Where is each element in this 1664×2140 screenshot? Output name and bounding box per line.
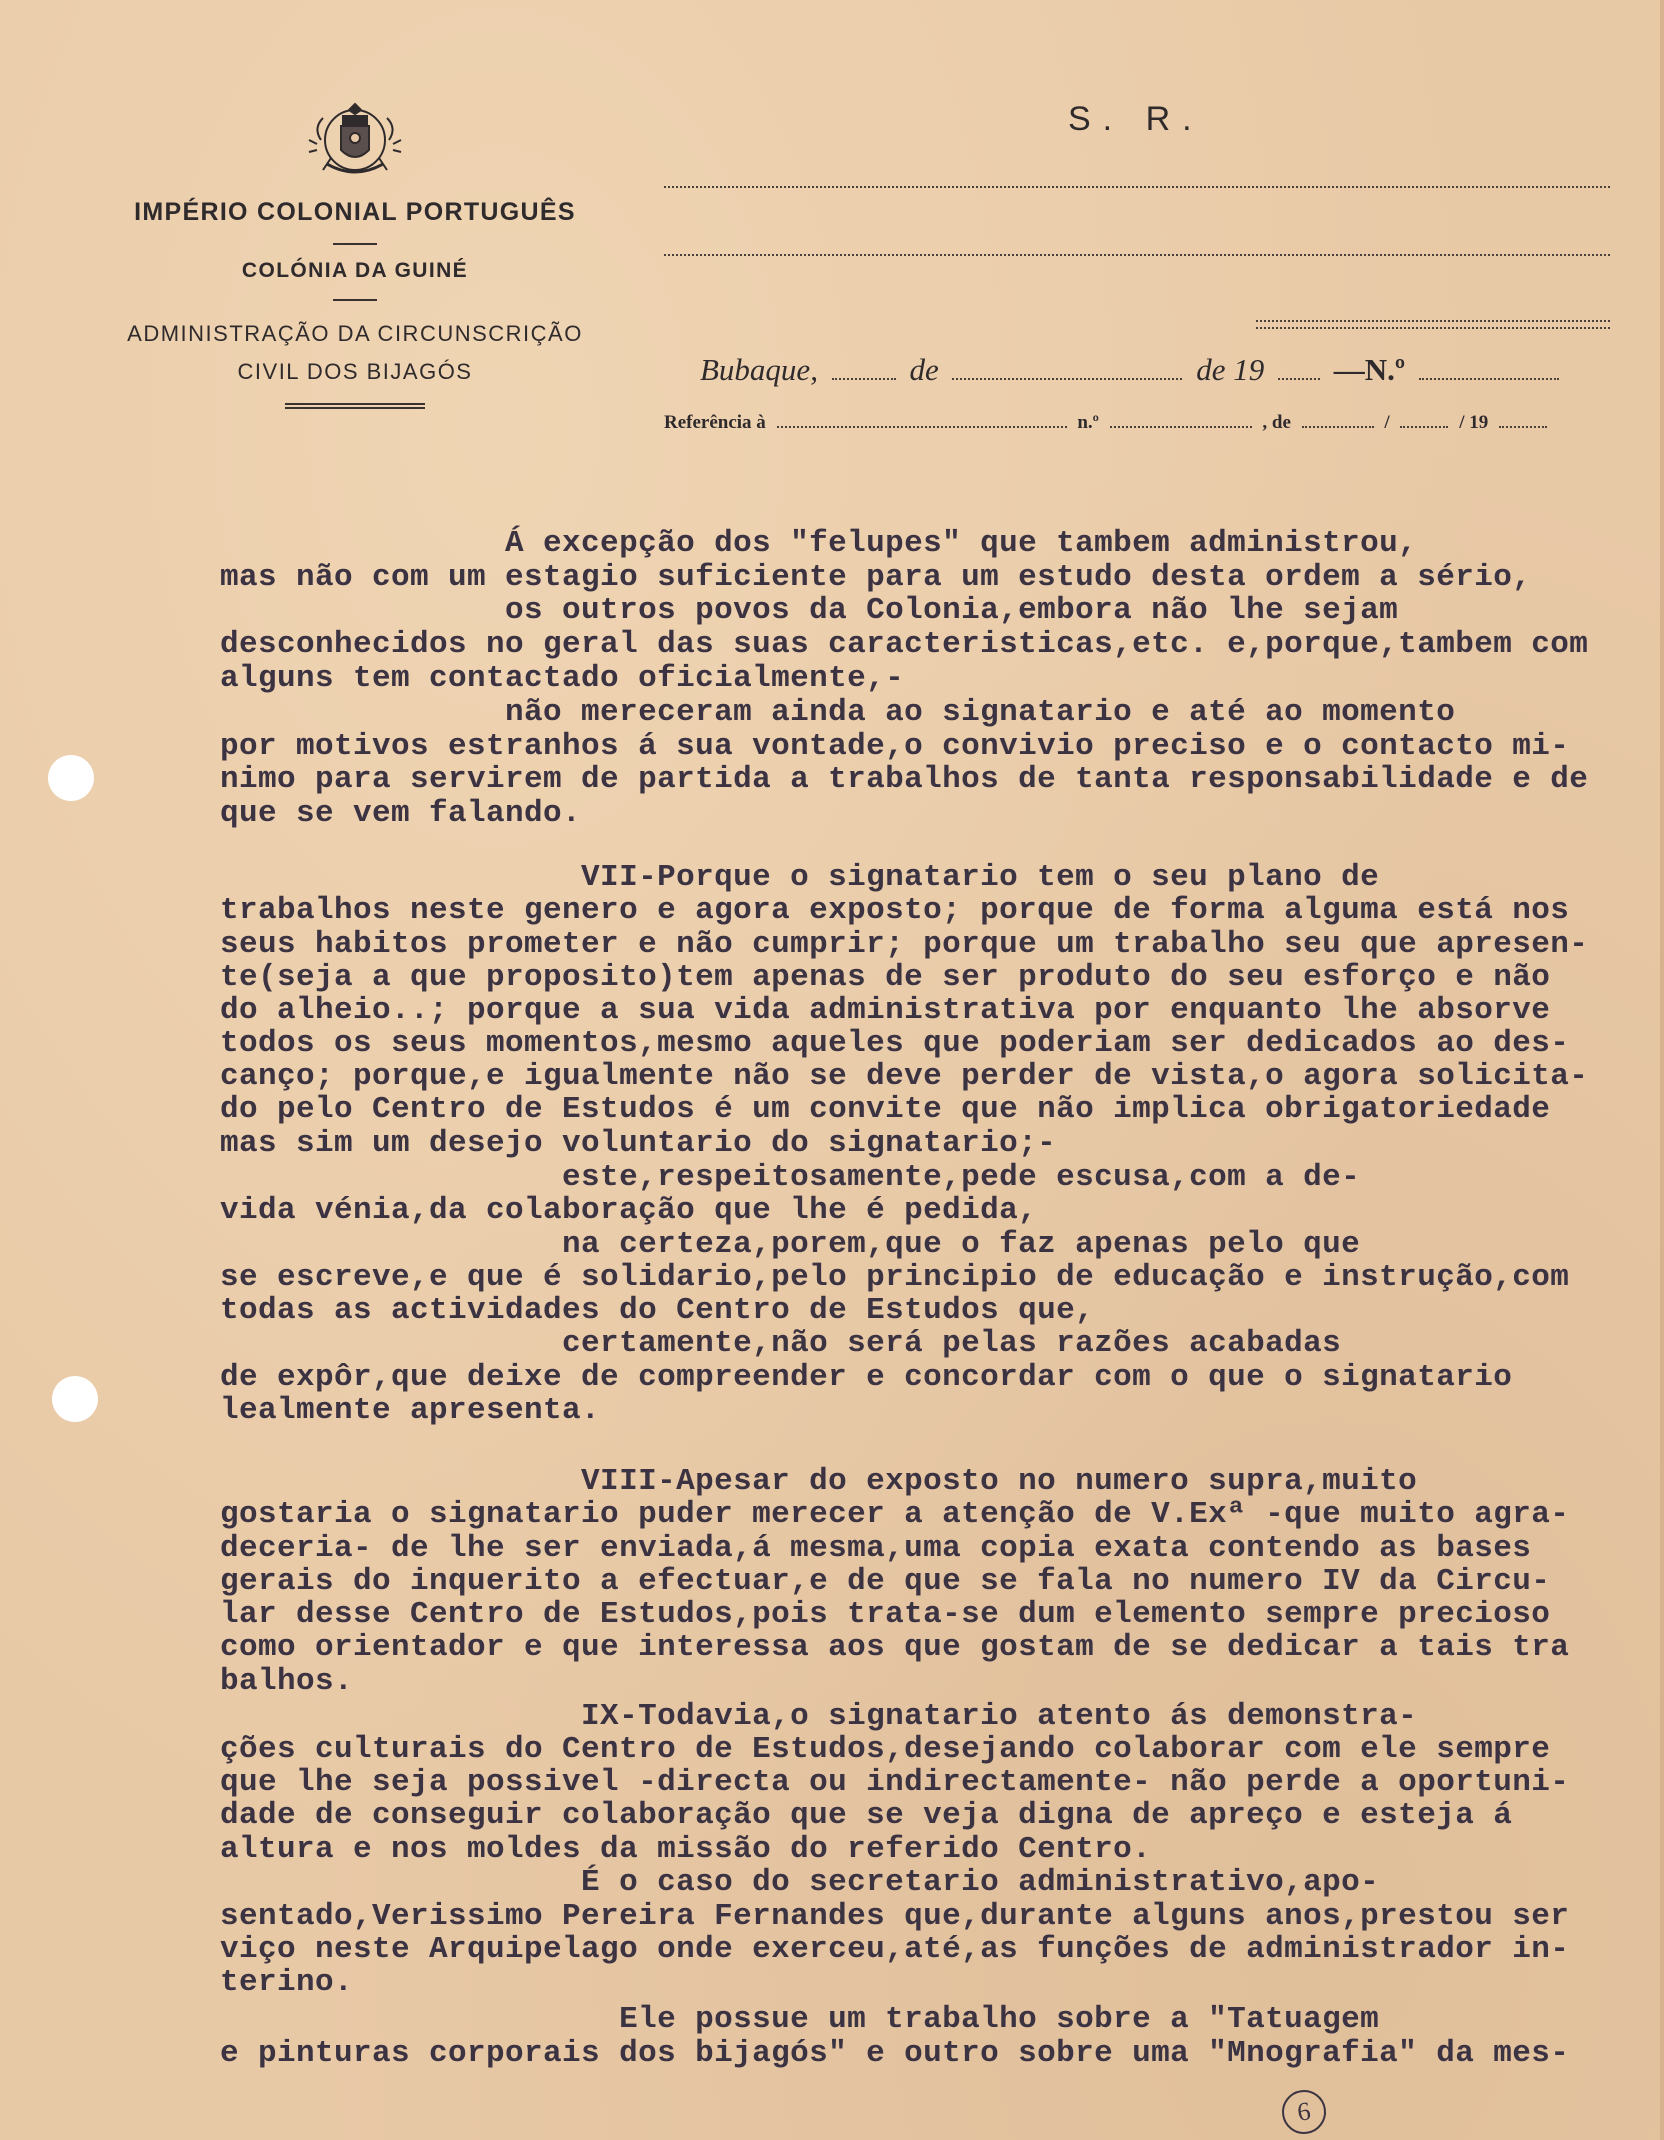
body-line: terino. <box>220 1965 354 2000</box>
body-line: que lhe seja possivel -directa ou indirectamente- não perde a oportuni- <box>220 1765 1570 1800</box>
admin-line-1: ADMINISTRAÇÃO DA CIRCUNSCRIÇÃO <box>127 321 583 346</box>
body-line: do pelo Centro de Estudos é um convite que não implica obrigatoriedade <box>220 1092 1551 1127</box>
body-line: mas sim um desejo voluntario do signatario;- <box>220 1126 1057 1161</box>
reference-year-field <box>1499 425 1547 428</box>
address-line-3 <box>1256 320 1610 322</box>
body-line: canço; porque,e igualmente não se deve perder de vista,o agora solicita- <box>220 1059 1589 1094</box>
body-line: VIII-Apesar do exposto no numero supra,muito <box>220 1464 1418 1499</box>
body-line: deceria- de lhe ser enviada,á mesma,uma copia exata contendo as bases <box>220 1531 1532 1566</box>
dateline-de-2: de 19 <box>1196 352 1265 387</box>
body-line: Ele possue um trabalho sobre a "Tatuagem <box>220 2002 1380 2037</box>
address-line-2 <box>664 254 1610 256</box>
body-line: VII-Porque o signatario tem o seu plano de <box>220 860 1380 895</box>
divider <box>333 243 377 245</box>
dateline-year-field <box>1278 377 1320 380</box>
body-line: nimo para servirem de partida a trabalhos de tanta responsabilidade e de <box>220 762 1589 797</box>
body-line: te(seja a que proposito)tem apenas de ser produto do seu esforço e não <box>220 960 1551 995</box>
body-line: lar desse Centro de Estudos,pois trata-se dum elemento sempre precioso <box>220 1597 1551 1632</box>
body-line: Á excepção dos "felupes" que tambem administrou, <box>220 526 1418 561</box>
body-line: do alheio..; porque a sua vida administrativa por enquanto lhe absorve <box>220 993 1551 1028</box>
body-line: este,respeitosamente,pede escusa,com a de- <box>220 1160 1361 1195</box>
body-line: de expôr,que deixe de compreender e concordar com o que o signatario <box>220 1360 1513 1395</box>
body-line: gerais do inquerito a efectuar,e de que se fala no numero IV da Circu- <box>220 1564 1551 1599</box>
body-line: viço neste Arquipelago onde exerceu,até,as funções de administrador in- <box>220 1932 1570 1967</box>
coat-of-arms-icon <box>307 100 403 178</box>
dateline-number-label: —N.º <box>1333 352 1406 387</box>
body-line: os outros povos da Colonia,embora não lhe sejam <box>220 593 1399 628</box>
address-line-1 <box>664 186 1610 188</box>
body-line: por motivos estranhos á sua vontade,o convivio preciso e o contacto mi- <box>220 729 1570 764</box>
body-line: lealmente apresenta. <box>220 1393 601 1428</box>
page-number: 6 <box>1279 2087 1329 2137</box>
body-line: É o caso do secretario administrativo,apo- <box>220 1865 1380 1900</box>
reference-label: Referência à <box>664 412 766 433</box>
admin-line-2: CIVIL DOS BIJAGÓS <box>237 359 473 384</box>
body-line: certamente,não será pelas razões acabadas <box>220 1326 1342 1361</box>
body-line: que se vem falando. <box>220 796 582 831</box>
punch-hole-top <box>48 755 94 801</box>
letterhead <box>80 100 630 409</box>
punch-hole-bottom <box>52 1376 98 1422</box>
page-edge <box>1660 0 1664 2140</box>
dateline <box>700 352 1565 388</box>
body-line: dade de conseguir colaboração que se veja digna de apreço e esteja á <box>220 1798 1513 1833</box>
dateline-month-field <box>952 377 1182 380</box>
body-line: seus habitos prometer e não cumprir; porque um trabalho seu que apresen- <box>220 927 1589 962</box>
dateline-place: Bubaque, <box>700 352 818 387</box>
reference-de-label: , de <box>1262 412 1291 433</box>
body-line: alguns tem contactado oficialmente,- <box>220 661 905 696</box>
dateline-number-field <box>1419 377 1559 380</box>
reference-n-field <box>1110 425 1252 428</box>
divider <box>333 299 377 301</box>
body-line: altura e nos moldes da missão do referido Centro. <box>220 1832 1152 1867</box>
body-line: todos os seus momentos,mesmo aqueles que poderiam ser dedicados ao des- <box>220 1026 1570 1061</box>
body-line: trabalhos neste genero e agora exposto; porque de forma alguma está nos <box>220 893 1570 928</box>
body-line: vida vénia,da colaboração que lhe é pedida, <box>220 1193 1038 1228</box>
body-line: mas não com um estagio suficiente para um estudo desta ordem a sério, <box>220 560 1532 595</box>
reference-day-field <box>1302 425 1374 428</box>
reference-month-field <box>1400 425 1448 428</box>
body-line: não mereceram ainda ao signatario e até ao momento <box>220 695 1456 730</box>
sr-label: S. R. <box>1068 100 1204 138</box>
dateline-day-field <box>832 377 896 380</box>
body-line: se escreve,e que é solidario,pelo principio de educação e instrução,com <box>220 1260 1570 1295</box>
body-line: sentado,Verissimo Pereira Fernandes que,durante alguns anos,prestou ser <box>220 1899 1570 1934</box>
body-line: IX-Todavia,o signatario atento ás demonstra- <box>220 1699 1418 1734</box>
empire-title: IMPÉRIO COLONIAL PORTUGUÊS <box>134 198 576 226</box>
address-line-3b <box>1256 327 1610 329</box>
body-line: gostaria o signatario puder merecer a atenção de V.Exª -que muito agra- <box>220 1497 1570 1532</box>
body-line: balhos. <box>220 1664 354 1699</box>
letterhead-rule <box>285 403 425 409</box>
colony-title: COLÓNIA DA GUINÉ <box>241 259 469 282</box>
body-line: todas as actividades do Centro de Estudos que, <box>220 1293 1095 1328</box>
reference-field <box>777 425 1067 428</box>
reference-slash: / <box>1384 412 1390 433</box>
reference-year: / 19 <box>1459 412 1489 433</box>
reference-line <box>664 412 1553 434</box>
body-line: ções culturais do Centro de Estudos,desejando colaborar com ele sempre <box>220 1732 1551 1767</box>
body-line: na certeza,porem,que o faz apenas pelo que <box>220 1227 1361 1262</box>
body-line: desconhecidos no geral das suas caracteristicas,etc. e,porque,tambem com <box>220 627 1589 662</box>
body-line: e pinturas corporais dos bijagós" e outro sobre uma "Mnografia" da mes- <box>220 2036 1570 2071</box>
reference-n-label: n.º <box>1077 412 1099 433</box>
dateline-de-1: de <box>909 352 939 387</box>
body-line: como orientador e que interessa aos que gostam de se dedicar a tais tra <box>220 1630 1570 1665</box>
